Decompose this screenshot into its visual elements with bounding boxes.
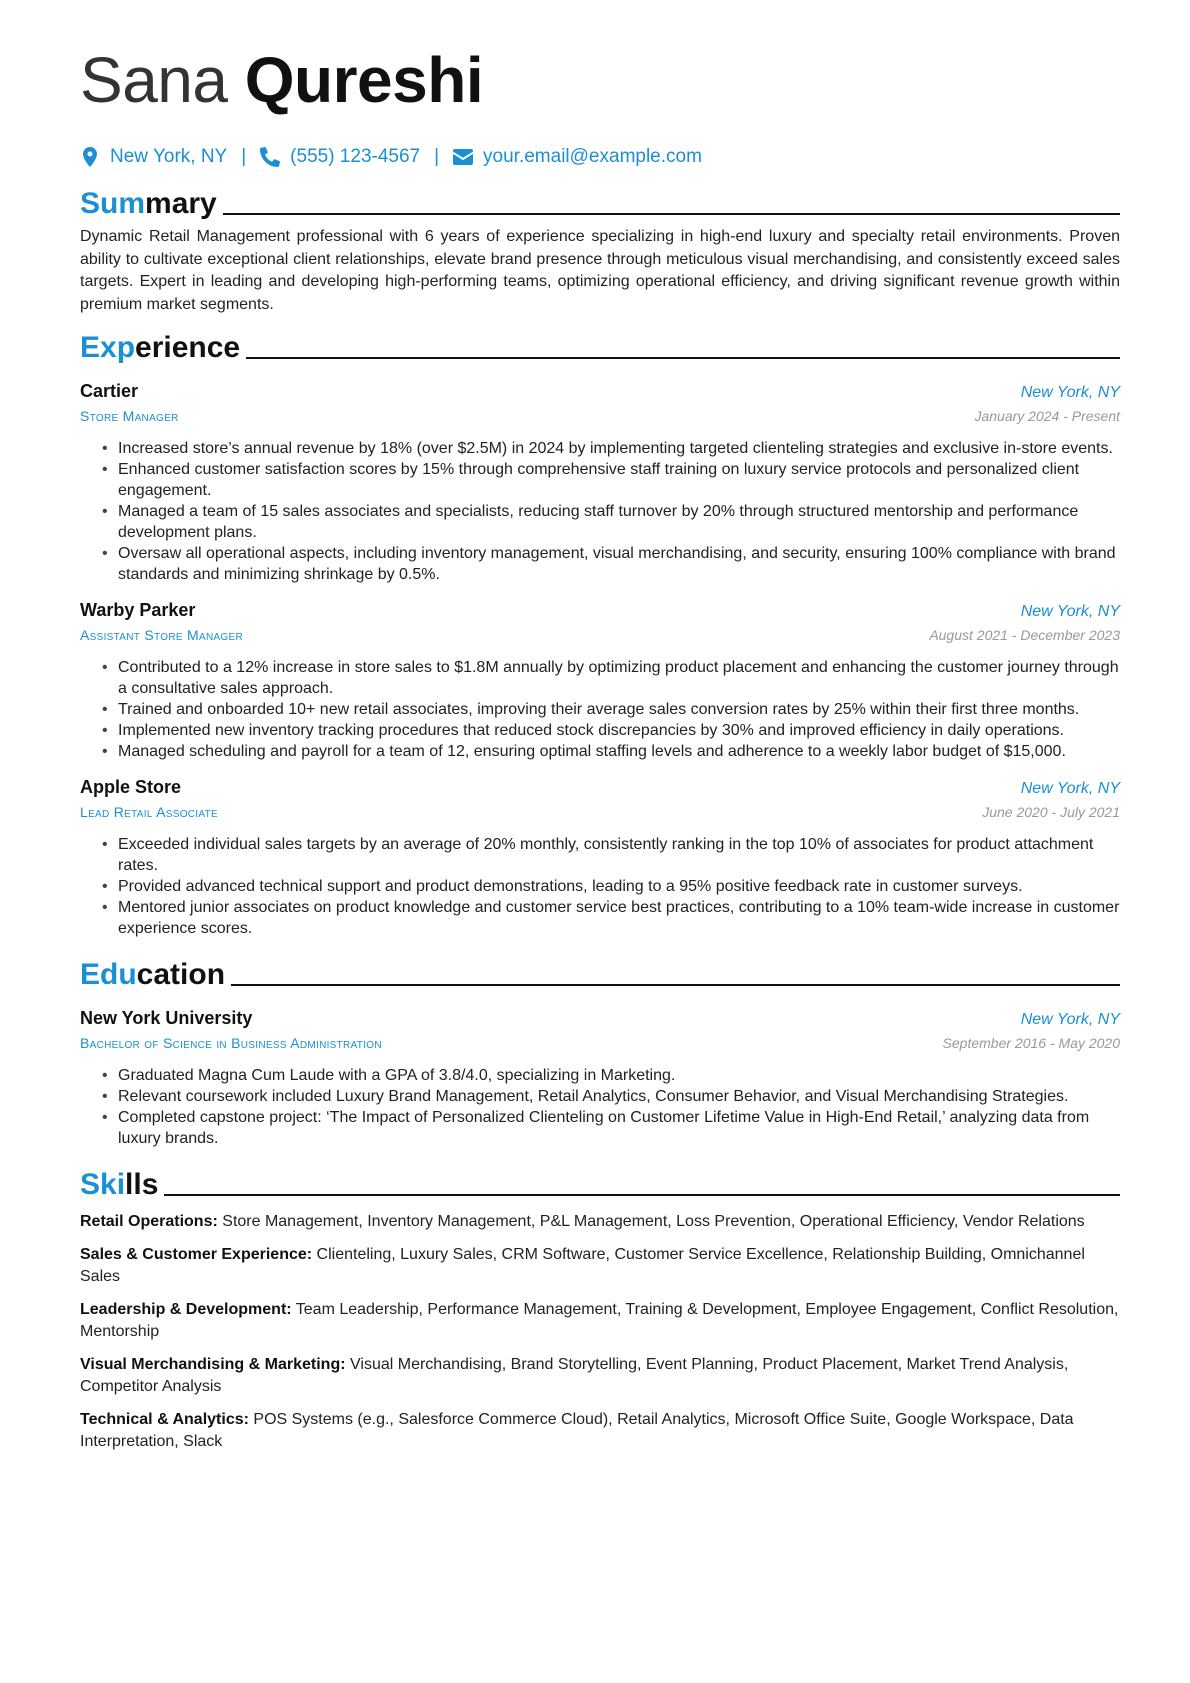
title-rest: mary — [145, 187, 217, 220]
employer-name: Warby Parker — [80, 600, 196, 620]
section-rule — [164, 1194, 1120, 1196]
contact-bar — [80, 142, 1120, 172]
phone-icon — [260, 146, 280, 168]
education-item: • Graduated Magna Cum Laude with a GPA of 3.8/4.0, specializing in Marketing. — [118, 1065, 1120, 1086]
summary-section — [80, 186, 1120, 316]
skill-label: Technical & Analytics: — [80, 1410, 249, 1428]
education-section — [80, 957, 1120, 1149]
title-accent: Exp — [80, 331, 136, 364]
map-pin-icon — [80, 146, 100, 168]
skill-group — [80, 1244, 1120, 1289]
experience-section — [80, 330, 1120, 939]
job-title: Store Manager — [80, 408, 179, 424]
education-list — [80, 1065, 1120, 1149]
education-entry — [80, 1007, 1120, 1149]
title-rest: erience — [135, 331, 241, 364]
achievement-item: • Exceeded individual sales targets by an average of 20% monthly, consistently ranking in the top 10% of associates for product attachment rates. — [118, 834, 1120, 876]
achievement-item: • Oversaw all operational aspects, including inventory management, visual merchandising, and security, ensuring 100% compliance with brand standards and minimizing shrinkage by 0.5%. — [118, 543, 1120, 585]
job-dates: January 2024 - Present — [974, 408, 1120, 424]
job-location: New York, NY — [1020, 603, 1120, 620]
section-rule — [231, 984, 1120, 986]
education-item: • Relevant coursework included Luxury Brand Management, Retail Analytics, Consumer Behavior, and Visual Merchandising Strategies. — [118, 1086, 1120, 1107]
achievement-item: • Contributed to a 12% increase in store sales to $1.8M annually by optimizing product placement and enhancing the customer journey through a consultative sales approach. — [118, 657, 1120, 699]
title-accent: Ski — [80, 1168, 126, 1201]
candidate-name — [80, 40, 1120, 120]
skill-label: Retail Operations: — [80, 1213, 218, 1230]
section-title-experience — [80, 330, 1120, 366]
achievement-item: • Managed a team of 15 sales associates and specialists, reducing staff turnover by 20% through structured mentorship and performance development plans. — [118, 501, 1120, 543]
skills-section — [80, 1167, 1120, 1454]
achievement-item: • Provided advanced technical support and product demonstrations, leading to a 95% positive feedback rate in customer surveys. — [118, 876, 1120, 897]
section-title-summary — [80, 186, 1120, 222]
achievement-list — [80, 834, 1120, 939]
achievement-item: • Implemented new inventory tracking procedures that reduced stock discrepancies by 30% and improved efficiency in daily operations. — [118, 720, 1120, 741]
experience-entry — [80, 380, 1120, 585]
employer-name: Cartier — [80, 381, 139, 401]
achievement-item: • Trained and onboarded 10+ new retail associates, improving their average sales conversion rates by 25% within their first three months. — [118, 699, 1120, 720]
title-rest: lls — [125, 1168, 159, 1201]
job-title: Lead Retail Associate — [80, 804, 218, 820]
skill-values: Clienteling, Luxury Sales, CRM Software, Customer Service Excellence, Relationship Building, Omnichannel Sales — [80, 1245, 1085, 1285]
section-rule — [223, 213, 1120, 215]
job-location: New York, NY — [1020, 384, 1120, 401]
experience-entry — [80, 776, 1120, 939]
experience-entry — [80, 599, 1120, 762]
skill-group — [80, 1299, 1120, 1344]
first-name: Sana — [80, 44, 228, 116]
skill-values: Store Management, Inventory Management, P&L Management, Loss Prevention, Operational Efficiency, Vendor Relations — [222, 1213, 1085, 1230]
achievement-list — [80, 438, 1120, 585]
contact-separator: | — [434, 146, 440, 167]
skill-label: Visual Merchandising & Marketing: — [80, 1355, 346, 1373]
section-title-skills — [80, 1167, 1120, 1203]
skill-label: Leadership & Development: — [80, 1300, 292, 1318]
contact-email[interactable] — [453, 146, 702, 168]
achievement-list — [80, 657, 1120, 762]
employer-name: Apple Store — [80, 777, 182, 797]
job-location: New York, NY — [1020, 780, 1120, 797]
skill-group — [80, 1211, 1120, 1234]
job-dates: August 2021 - December 2023 — [929, 627, 1120, 643]
skills-list — [80, 1211, 1120, 1454]
skill-values: POS Systems (e.g., Salesforce Commerce Cloud), Retail Analytics, Microsoft Office Suite, Google Workspace, Data Interpretation, Slack — [80, 1410, 1074, 1450]
job-dates: June 2020 - July 2021 — [982, 804, 1120, 820]
skill-group — [80, 1354, 1120, 1399]
job-title: Assistant Store Manager — [80, 627, 244, 643]
title-accent: Edu — [80, 958, 137, 991]
summary-text: Dynamic Retail Management professional with 6 years of experience specializing in high-end luxury and specialty retail environments. Proven ability to cultivate exceptional client relationships, elevate brand presence through meticulous visual merchandising, and consistently exceed sales targets. Expert in leading and developing high-performing teams, optimizing operational efficiency, and driving significant revenue growth within premium market segments. — [80, 228, 1120, 313]
title-accent: Sum — [80, 187, 146, 220]
contact-phone[interactable] — [260, 146, 420, 168]
achievement-item: • Mentored junior associates on product knowledge and customer service best practices, contributing to a 10% team-wide increase in customer experience scores. — [118, 897, 1120, 939]
skill-values: Team Leadership, Performance Management, Training & Development, Employee Engagement, Conflict Resolution, Mentorship — [80, 1300, 1119, 1340]
phone-text: (555) 123-4567 — [290, 146, 421, 167]
achievement-item: • Increased store’s annual revenue by 18% (over $2.5M) in 2024 by implementing targeted clienteling strategies and exclusive in-store events. — [118, 438, 1120, 459]
email-link[interactable]: your.email@example.com — [483, 146, 702, 167]
envelope-icon — [453, 146, 473, 168]
education-item: • Completed capstone project: ‘The Impact of Personalized Clienteling on Customer Lifetime Value in High-End Retail,’ analyzing data from luxury brands. — [118, 1107, 1120, 1149]
education-dates: September 2016 - May 2020 — [942, 1035, 1120, 1051]
school-name: New York University — [80, 1008, 253, 1028]
title-rest: cation — [136, 958, 226, 991]
skill-group — [80, 1409, 1120, 1454]
degree-title: Bachelor of Science in Business Administration — [80, 1035, 382, 1051]
skill-label: Sales & Customer Experience: — [80, 1245, 313, 1263]
skill-values: Visual Merchandising, Brand Storytelling, Event Planning, Product Placement, Market Trend Analysis, Competitor Analysis — [80, 1355, 1069, 1395]
school-location: New York, NY — [1020, 1011, 1120, 1028]
section-rule — [246, 357, 1120, 359]
achievement-item: • Enhanced customer satisfaction scores by 15% through comprehensive staff training on luxury service protocols and personalized client engagement. — [118, 459, 1120, 501]
contact-location — [80, 146, 227, 168]
location-text: New York, NY — [110, 146, 228, 167]
contact-separator: | — [241, 146, 247, 167]
achievement-item: • Managed scheduling and payroll for a team of 12, ensuring optimal staffing levels and adherence to a weekly labor budget of $15,000. — [118, 741, 1120, 762]
last-name: Qureshi — [244, 44, 484, 116]
section-title-education — [80, 957, 1120, 993]
